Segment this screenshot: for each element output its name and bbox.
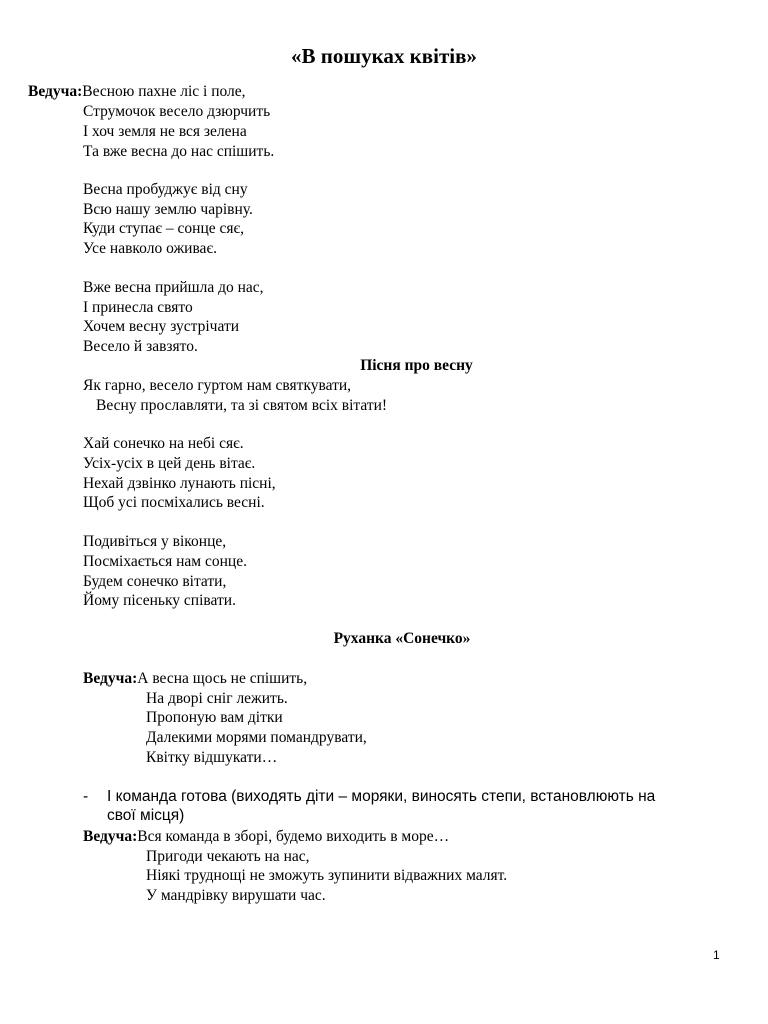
verse-line: Вся команда в зборі, будемо виходить в море… bbox=[137, 828, 450, 845]
verse-line: Далекими морями помандрувати, bbox=[146, 729, 367, 746]
verse-line: Хочем весну зустрічати bbox=[83, 318, 240, 335]
verse-line: І хоч земля не вся зелена bbox=[83, 123, 247, 140]
speaker-label: Ведуча: bbox=[83, 670, 138, 687]
verse-line: Ніякі труднощі не зможуть зупинити відважних малят. bbox=[146, 867, 508, 884]
section-heading-song: Пісня про весну bbox=[360, 357, 473, 374]
verse-line: Всю нашу землю чарівну. bbox=[83, 201, 253, 218]
speaker-label: Ведуча: bbox=[83, 828, 138, 845]
verse-line: Та вже весна до нас спішить. bbox=[83, 143, 275, 160]
speaker-label: Ведуча: bbox=[28, 83, 83, 100]
verse-line: А весна щось не спішить, bbox=[137, 670, 308, 687]
verse-line: На дворі сніг лежить. bbox=[146, 690, 288, 707]
verse-line: Пропоную вам дітки bbox=[146, 709, 283, 726]
verse-line: У мандрівку вирушати час. bbox=[146, 887, 326, 904]
stanza-4-first-line bbox=[83, 669, 307, 688]
verse-line: Весною пахне ліс і поле, bbox=[82, 83, 246, 100]
stanza-1-first-line bbox=[28, 82, 246, 101]
section-heading-exercise: Руханка «Сонечко» bbox=[333, 630, 471, 647]
stage-direction-line: І команда готова (виходять діти – моряки, виносять степи, встановлюють на bbox=[107, 788, 656, 805]
verse-line: Усе навколо оживає. bbox=[83, 240, 217, 257]
verse-line: Пригоди чекають на нас, bbox=[146, 848, 310, 865]
stage-direction-line: свої місця) bbox=[107, 807, 185, 824]
verse-line: Посміхається нам сонце. bbox=[83, 553, 247, 570]
page-title: «В пошуках квітів» bbox=[291, 44, 477, 68]
verse-line: Будем сонечко вітати, bbox=[83, 573, 227, 590]
verse-line: Струмочок весело дзюрчить bbox=[83, 103, 271, 120]
verse-line: Весело й завзято. bbox=[83, 338, 198, 355]
stanza-5-first-line bbox=[83, 827, 449, 846]
verse-line: Куди ступає – сонце сяє, bbox=[83, 220, 245, 237]
page-number: 1 bbox=[713, 948, 720, 962]
verse-line: Нехай дзвінко лунають пісні, bbox=[83, 475, 276, 492]
verse-line: Йому пісеньку співати. bbox=[83, 592, 236, 609]
verse-line: Вже весна прийшла до нас, bbox=[83, 279, 264, 296]
verse-line: Квітку відшукати… bbox=[146, 749, 278, 766]
verse-line: Весну прославляти, та зі святом всіх вітати! bbox=[96, 397, 388, 414]
verse-line: Як гарно, весело гуртом нам святкувати, bbox=[83, 377, 352, 394]
verse-line: Подивіться у віконце, bbox=[83, 533, 227, 550]
verse-line: Хай сонечко на небі сяє. bbox=[83, 435, 244, 452]
verse-line: Весна пробуджує від сну bbox=[83, 181, 248, 198]
verse-line: І принесла свято bbox=[83, 299, 193, 316]
list-bullet-marker: - bbox=[83, 788, 89, 805]
verse-line: Щоб усі посміхались весні. bbox=[83, 494, 265, 511]
verse-line: Усіх-усіх в цей день вітає. bbox=[83, 455, 256, 472]
